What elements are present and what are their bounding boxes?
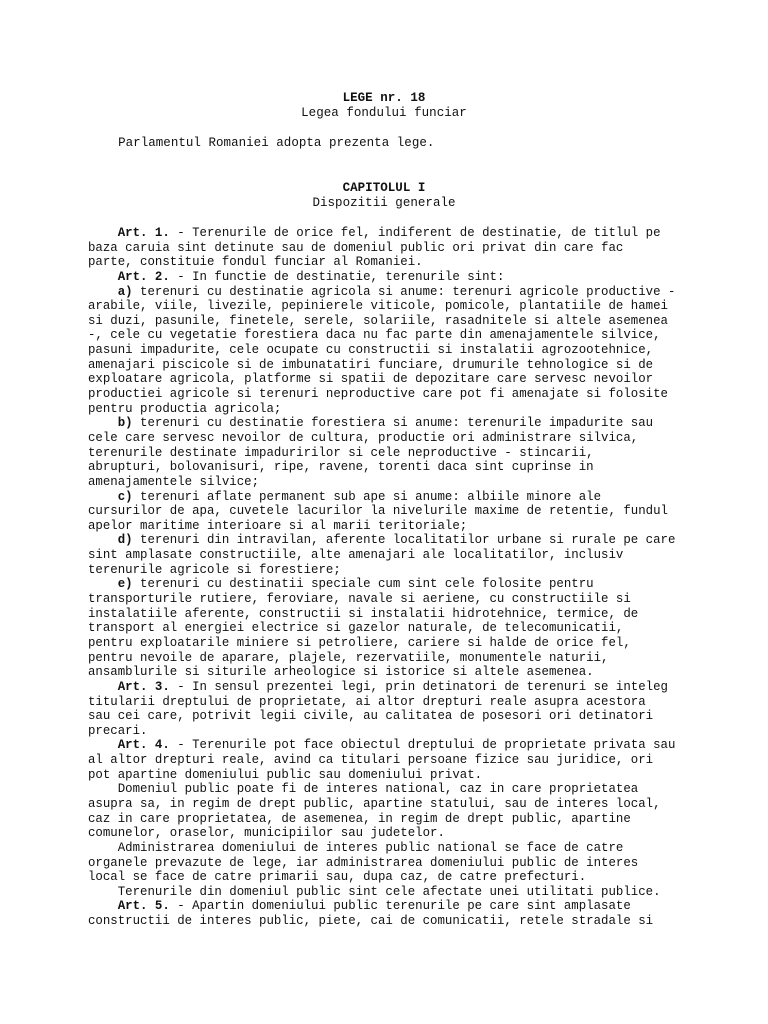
text-segment: - Terenurile pot face obiectul dreptului de proprietate privata sau [169, 738, 676, 753]
text-segment: Terenurile din domeniul public sint cele afectate unei utilitati publice. [88, 884, 661, 899]
text-line [88, 841, 762, 856]
text-line [88, 592, 762, 607]
text-segment: terenuri din intravilan, aferente localitatilor urbane si rurale pe care [132, 533, 676, 548]
text-segment: ansamblurile si siturile arheologice si istorice si altele asemenea. [88, 665, 594, 680]
text-segment: - Terenurile de orice fel, indiferent de destinatie, de titlul pe [169, 226, 661, 240]
text-line [88, 826, 762, 841]
text-line [88, 372, 762, 387]
text-segment: transporturile rutiere, feroviare, navale si aeriene, cu constructiile si [88, 592, 631, 607]
text-segment: amenajari piscicole si de imbunatatiri funciare, drumurile tehnologice si de [88, 357, 654, 372]
text-line [88, 431, 762, 446]
text-segment: - Apartin domeniului public terenurile pe care sint amplasate [169, 899, 631, 914]
text-line [88, 768, 762, 783]
text-line [88, 460, 762, 475]
text-segment: comunelor, oraselor, municipiilor sau judetelor. [88, 826, 445, 841]
text-line [88, 753, 762, 768]
text-segment: parte, constituie fondul funciar al Romaniei. [88, 255, 423, 270]
text-line [88, 343, 762, 358]
text-segment: terenuri cu destinatii speciale cum sint cele folosite pentru [132, 577, 594, 592]
text-segment: sau cei care, potrivit legii civile, au calitatea de posesori ori detinatori [88, 709, 654, 724]
text-line [88, 226, 762, 241]
text-line [88, 328, 762, 343]
text-segment: - In sensul prezentei legi, prin detinatori de terenuri se inteleg [169, 679, 668, 694]
article-label: d) [88, 533, 133, 548]
text-segment: transport al energiei electrice si gazelor naturale, de telecomunicatii, [88, 621, 624, 636]
article-label: Art. 3. [88, 679, 170, 694]
text-segment: Domeniul public poate fi de interes national, caz in care proprietatea [88, 782, 639, 797]
text-segment: instalatiile aferente, constructii si instalatii hidrotehnice, termice, de [88, 606, 639, 621]
text-line [88, 255, 762, 270]
text-line [88, 636, 762, 651]
text-line [88, 299, 762, 314]
article-label: a) [88, 284, 133, 299]
text-segment: baza caruia sint detinute sau de domeniul public ori privat din care fac [88, 240, 624, 255]
text-segment: exploatare agricola, platforme si spatii de depozitare care servesc nevoilor [88, 372, 654, 387]
text-line [88, 504, 762, 519]
article-label: e) [88, 577, 133, 592]
text-line [88, 519, 762, 534]
text-segment: pentru productia agricola; [88, 401, 282, 416]
text-line [88, 490, 762, 505]
text-segment: caz in care proprietatea, de asemenea, in regim de drept public, apartine [88, 811, 631, 826]
text-line [88, 241, 762, 256]
text-line [88, 797, 762, 812]
text-line [88, 563, 762, 578]
text-line [88, 548, 762, 563]
text-segment: Administrarea domeniului de interes public national se face de catre [88, 840, 624, 855]
text-line [88, 270, 762, 285]
article-label: Art. 5. [88, 899, 170, 914]
text-segment: cursurilor de apa, cuvetele lacurilor la nivelurile maxime de retentie, fundul [88, 504, 668, 519]
text-segment: constructii de interes public, piete, cai de comunicatii, retele stradale si [88, 914, 654, 929]
text-line [88, 475, 762, 490]
text-segment: precari. [88, 723, 148, 738]
text-segment: cele care servesc nevoilor de cultura, productie ori administrare silvica, [88, 430, 639, 445]
text-segment: terenuri cu destinatie agricola si anume: terenuri agricole productive - [132, 284, 676, 299]
text-line [88, 402, 762, 417]
law-subtitle: Legea fondului funciar [301, 106, 467, 120]
article-label: b) [88, 416, 133, 431]
text-line [88, 358, 762, 373]
text-segment: terenuri aflate permanent sub ape si anume: albiile minore ale [132, 489, 602, 504]
text-line [88, 533, 762, 548]
text-line [88, 856, 762, 871]
text-line [88, 285, 762, 300]
law-body-text [88, 226, 768, 929]
text-line [88, 651, 762, 666]
text-line [88, 621, 762, 636]
text-line [88, 709, 762, 724]
text-line [88, 416, 762, 431]
text-segment: titularii dreptului de proprietate, ai altor drepturi reale asupra acestora [88, 694, 646, 709]
text-segment: local se face de catre primarii sau, dupa caz, de catre prefecturi. [88, 870, 587, 885]
text-segment: terenurile destinate impaduririlor si cele neproductive - stincarii, [88, 445, 594, 460]
law-title: LEGE nr. 18 [342, 91, 426, 105]
text-segment: pasuni impadurite, cele ocupate cu constructii si instalatii agrozootehnice, [88, 343, 654, 358]
chapter-subtitle: Dispozitii generale [312, 196, 456, 210]
text-segment: sint amplasate constructiile, alte amenajari ale localitatilor, inclusiv [88, 548, 624, 563]
text-segment: abrupturi, bolovanisuri, ripe, ravene, torenti daca sint cuprinse in [88, 460, 594, 475]
text-segment: organele prevazute de lege, iar administrarea domeniului public de interes [88, 855, 639, 870]
article-label: c) [88, 489, 133, 504]
text-segment: apelor maritime interioare si al marii teritoriale; [88, 518, 468, 533]
text-segment: - In functie de destinatie, terenurile sint: [169, 269, 505, 284]
text-segment: asupra sa, in regim de drept public, apartine statului, sau de interes local, [88, 796, 661, 811]
text-line [88, 607, 762, 622]
text-segment: pentru exploatarile miniere si petroliere, cariere si halde de orice fel, [88, 635, 631, 650]
article-label: Art. 1. [88, 226, 170, 240]
text-line [88, 885, 762, 900]
text-line [88, 724, 762, 739]
text-segment: productiei agricole si terenuri neproductive care pot fi amenajate si folosite [88, 387, 668, 402]
text-line [88, 914, 762, 929]
text-line [88, 899, 762, 914]
text-line [88, 577, 762, 592]
text-line [88, 314, 762, 329]
text-line [88, 695, 762, 710]
text-segment: si duzi, pasunile, finetele, serele, solariile, rasadnitele si altele asemenea [88, 313, 668, 328]
article-label: Art. 2. [88, 269, 170, 284]
text-line [88, 812, 762, 827]
text-line [88, 387, 762, 402]
text-segment: al altor drepturi reale, avind ca titulari persoane fizice sau juridice, ori [88, 753, 654, 768]
text-segment: pentru nevoile de aparare, plajele, rezervatiile, monumentele naturii, [88, 650, 609, 665]
text-line [88, 870, 762, 885]
intro-sentence: Parlamentul Romaniei adopta prezenta lege. [88, 136, 435, 150]
text-line [88, 680, 762, 695]
text-segment: -, cele cu vegetatie forestiera daca nu fac parte din amenajamentele silvice, [88, 328, 661, 343]
text-segment: terenuri cu destinatie forestiera si anume: terenurile impadurite sau [132, 416, 654, 431]
article-label: Art. 4. [88, 738, 170, 753]
text-segment: arabile, viile, livezile, pepinierele viticole, pomicole, plantatiile de hamei [88, 299, 668, 314]
text-line [88, 446, 762, 461]
text-line [88, 782, 762, 797]
text-segment: amenajamentele silvice; [88, 474, 260, 489]
text-segment: terenurile agricole si forestiere; [88, 562, 341, 577]
text-segment: pot apartine domeniului public sau domeniului privat. [88, 767, 483, 782]
text-line [88, 665, 762, 680]
chapter-title: CAPITOLUL I [342, 181, 426, 195]
text-line [88, 738, 762, 753]
